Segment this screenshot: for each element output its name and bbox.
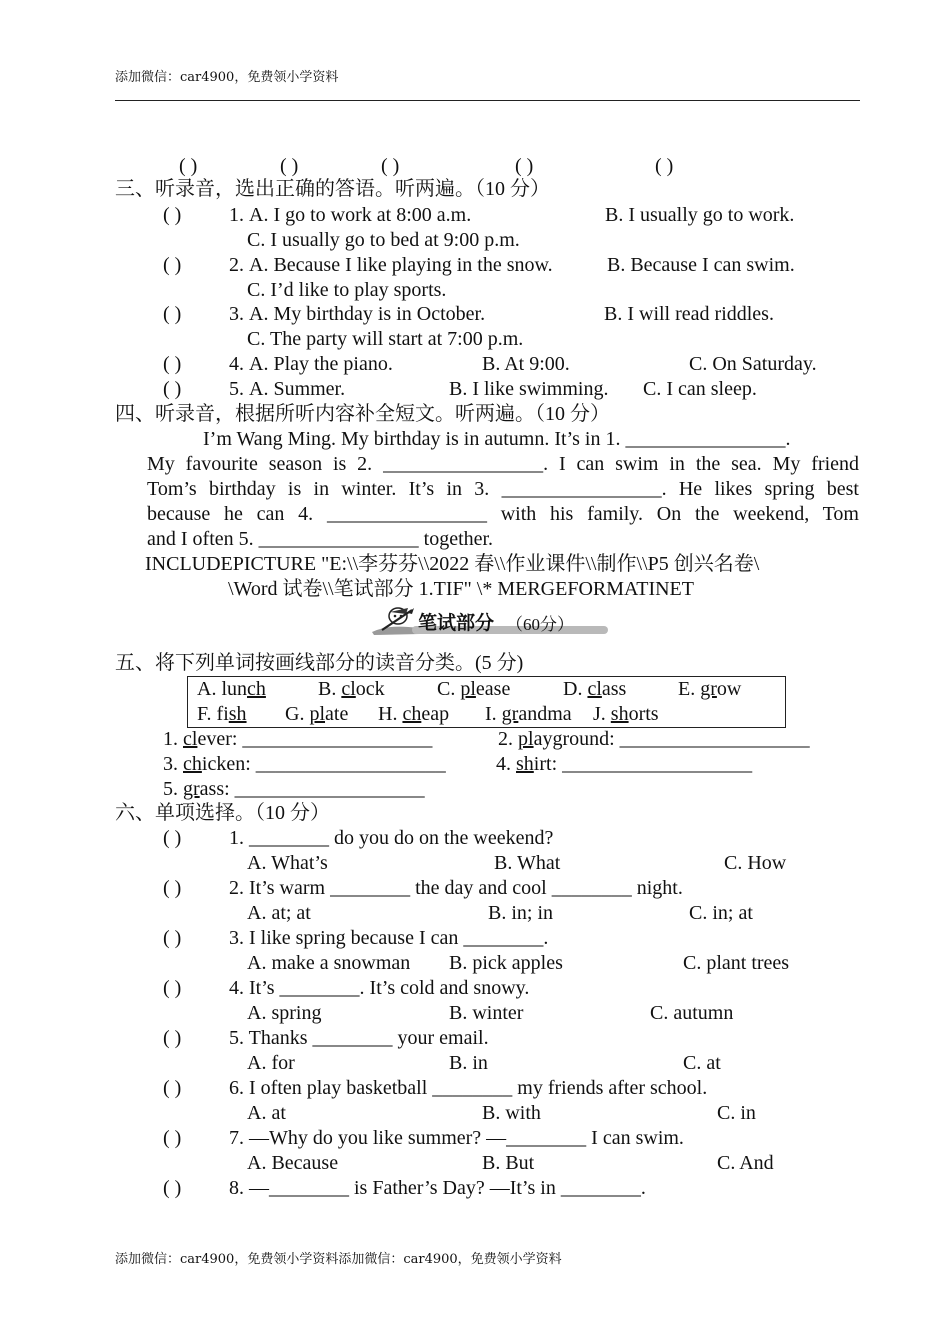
passage-line-2: My favourite season is 2. ________________. I can swim in the sea. My friend xyxy=(147,453,859,475)
option-b: B. I usually go to work. xyxy=(605,204,795,226)
passage-line-3: Tom’s birthday is in winter. It’s in 3. ________________. He likes spring best xyxy=(147,478,859,500)
section3-title: 三、听录音，选出正确的答语。听两遍。（10 分） xyxy=(115,178,550,200)
answer-bracket: ( ) xyxy=(163,1177,182,1199)
option-c: C. autumn xyxy=(650,1002,734,1024)
classify-answer-5: 5. grass: ___________________ xyxy=(163,778,425,800)
word-option-d: D. class xyxy=(563,678,627,700)
footer-note: 添加微信：car4900，免费领小学资料添加微信：car4900，免费领小学资料 xyxy=(115,1252,562,1267)
answer-bracket: ( ) xyxy=(163,353,182,375)
header-note: 添加微信：car4900，免费领小学资料 xyxy=(115,70,339,85)
section6-title: 六、单项选择。（10 分） xyxy=(115,802,330,824)
answer-bracket: ( ) xyxy=(163,877,182,899)
answer-bracket: ( ) xyxy=(163,827,182,849)
passage-line-5: and I often 5. ________________ together. xyxy=(147,528,494,550)
question-text: 6. I often play basketball ________ my friends after school. xyxy=(229,1077,708,1099)
option-b: B. in xyxy=(449,1052,488,1074)
option-a: A. Play the piano. xyxy=(249,353,393,375)
item-number: 1. xyxy=(229,204,244,226)
item-number: 5. xyxy=(229,378,244,400)
answer-bracket: ( ) xyxy=(163,1127,182,1149)
passage-line-4: because he can 4. ________________ with his family. On the weekend, Tom xyxy=(147,503,859,525)
word-option-g: G. plate xyxy=(285,703,349,725)
option-a: A. for xyxy=(247,1052,295,1074)
option-a: A. Because xyxy=(247,1152,339,1174)
option-c: C. And xyxy=(717,1152,774,1174)
item-number: 3. xyxy=(229,303,244,325)
option-c: C. I usually go to bed at 9:00 p.m. xyxy=(247,229,520,251)
option-c: C. I can sleep. xyxy=(643,378,757,400)
option-c: C. The party will start at 7:00 p.m. xyxy=(247,328,524,350)
option-a: A. My birthday is in October. xyxy=(249,303,486,325)
answer-bracket: ( ) xyxy=(163,927,182,949)
option-a: A. at; at xyxy=(247,902,311,924)
top-blank-4: ( ) xyxy=(515,155,534,177)
option-c: C. plant trees xyxy=(683,952,790,974)
option-c: C. On Saturday. xyxy=(689,353,817,375)
top-blank-3: ( ) xyxy=(381,155,400,177)
word-option-a: A. lunch xyxy=(197,678,266,700)
word-option-c: C. please xyxy=(437,678,511,700)
item-number: 4. xyxy=(229,353,244,375)
banner-subtitle: （60分） xyxy=(506,615,574,634)
answer-bracket: ( ) xyxy=(163,1077,182,1099)
word-option-h: H. cheap xyxy=(378,703,450,725)
answer-bracket: ( ) xyxy=(163,204,182,226)
written-section-banner xyxy=(368,604,608,638)
option-b: B. I like swimming. xyxy=(449,378,609,400)
item-number: 2. xyxy=(229,254,244,276)
option-a: A. spring xyxy=(247,1002,322,1024)
passage-line-1: I’m Wang Ming. My birthday is in autumn. It’s in 1. ________________. xyxy=(203,428,791,450)
answer-bracket: ( ) xyxy=(163,977,182,999)
option-b: B. Because I can swim. xyxy=(607,254,795,276)
answer-bracket: ( ) xyxy=(163,1027,182,1049)
word-option-f: F. fish xyxy=(197,703,247,725)
word-option-i: I. grandma xyxy=(485,703,572,725)
option-a: A. I go to work at 8:00 a.m. xyxy=(249,204,472,226)
option-b: B. pick apples xyxy=(449,952,563,974)
word-option-j: J. shorts xyxy=(593,703,659,725)
question-text: 8. —________ is Father’s Day? —It’s in ________. xyxy=(229,1177,646,1199)
option-a: A. Summer. xyxy=(249,378,346,400)
answer-bracket: ( ) xyxy=(163,254,182,276)
option-b: B. But xyxy=(482,1152,535,1174)
option-b: B. winter xyxy=(449,1002,524,1024)
field-code-line-1: INCLUDEPICTURE "E:\\李芬芬\\2022 春\\作业课件\\制作\\P5 创兴名卷\ xyxy=(145,553,760,575)
option-a: A. What’s xyxy=(247,852,328,874)
question-text: 5. Thanks ________ your email. xyxy=(229,1027,489,1049)
option-a: A. at xyxy=(247,1102,286,1124)
option-b: B. At 9:00. xyxy=(482,353,570,375)
option-a: A. Because I like playing in the snow. xyxy=(249,254,553,276)
section4-title: 四、听录音，根据所听内容补全短文。听两遍。（10 分） xyxy=(115,403,610,425)
answer-bracket: ( ) xyxy=(163,378,182,400)
field-code-line-2: \Word 试卷\\笔试部分 1.TIF" \* MERGEFORMATINET xyxy=(228,578,694,600)
answer-bracket: ( ) xyxy=(163,303,182,325)
header-rule xyxy=(115,100,860,101)
banner-title: 笔试部分 xyxy=(418,612,495,634)
top-blank-1: ( ) xyxy=(179,155,198,177)
question-text: 7. —Why do you like summer? —________ I can swim. xyxy=(229,1127,684,1149)
option-c: C. at xyxy=(683,1052,721,1074)
option-c: C. How xyxy=(724,852,787,874)
question-text: 3. I like spring because I can ________. xyxy=(229,927,549,949)
question-text: 2. It’s warm ________ the day and cool ________ night. xyxy=(229,877,683,899)
top-blank-5: ( ) xyxy=(655,155,674,177)
option-b: B. What xyxy=(494,852,561,874)
option-b: B. I will read riddles. xyxy=(604,303,774,325)
classify-answer-3: 3. chicken: ___________________ xyxy=(163,753,446,775)
word-option-b: B. clock xyxy=(318,678,385,700)
classify-answer-4: 4. shirt: ___________________ xyxy=(496,753,753,775)
section5-title: 五、将下列单词按画线部分的读音分类。(5 分) xyxy=(115,652,524,674)
option-c: C. I’d like to play sports. xyxy=(247,279,447,301)
option-c: C. in; at xyxy=(689,902,753,924)
classify-answer-2: 2. playground: ___________________ xyxy=(498,728,810,750)
question-text: 1. ________ do you do on the weekend? xyxy=(229,827,554,849)
option-c: C. in xyxy=(717,1102,756,1124)
question-text: 4. It’s ________. It’s cold and snowy. xyxy=(229,977,530,999)
word-option-e: E. grow xyxy=(678,678,742,700)
top-blank-2: ( ) xyxy=(280,155,299,177)
option-b: B. in; in xyxy=(488,902,554,924)
option-b: B. with xyxy=(482,1102,541,1124)
option-a: A. make a snowman xyxy=(247,952,411,974)
classify-answer-1: 1. clever: ___________________ xyxy=(163,728,433,750)
